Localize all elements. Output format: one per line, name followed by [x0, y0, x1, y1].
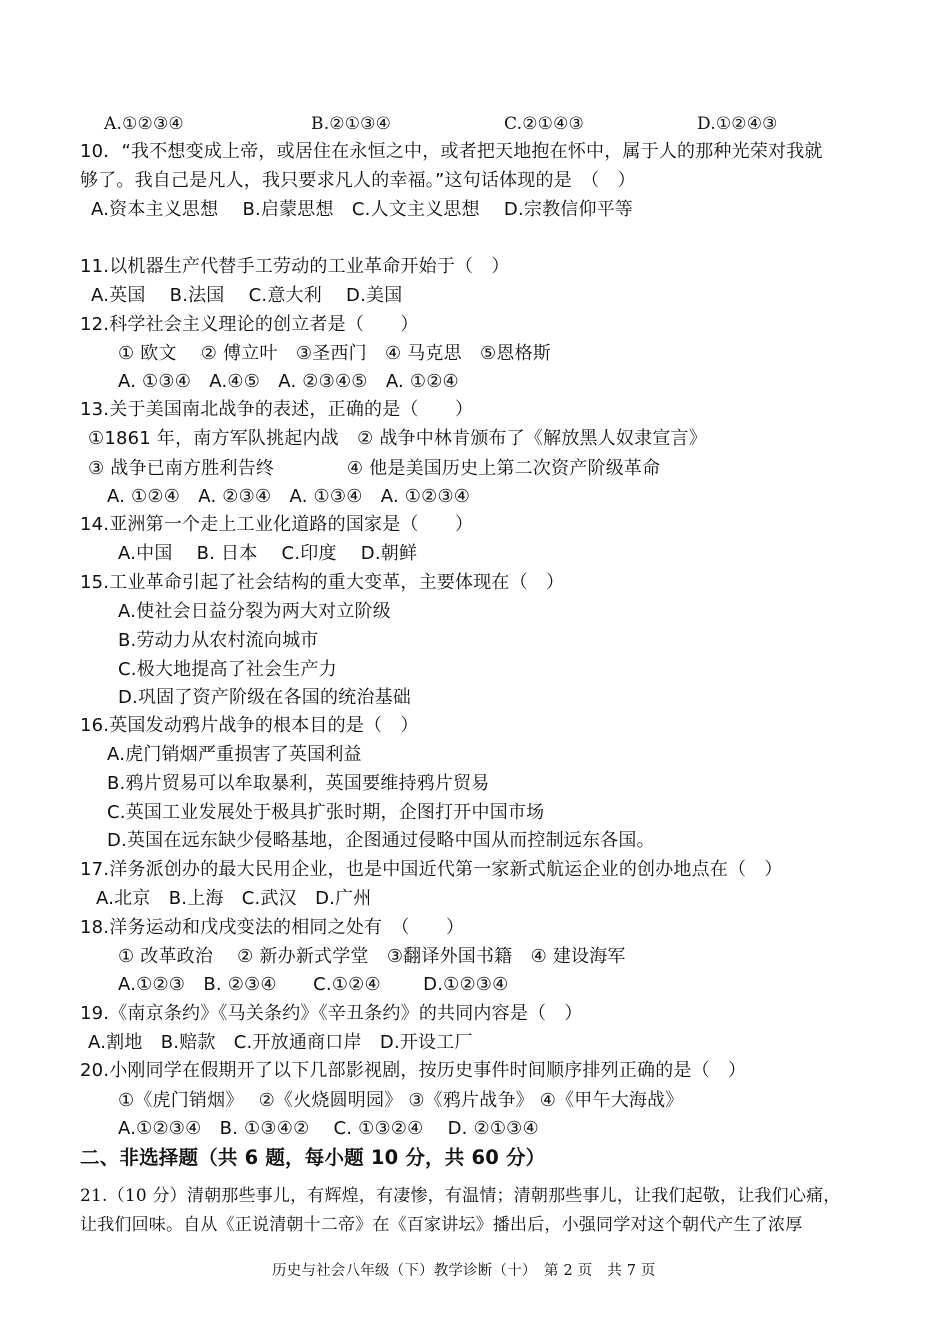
q16-option-c: C.英国工业发展处于极具扩张时期，企图打开中国市场	[107, 802, 545, 823]
q18-stem: 18.洋务运动和戊戌变法的相同之处有 （ ）	[80, 917, 465, 938]
q13-items-line1: ①1861 年，南方军队挑起内战 ② 战争中林肯颁布了《解放黑人奴隶宣言》	[88, 428, 707, 449]
q20-items: ①《虎门销烟》 ②《火烧圆明园》 ③《鸦片战争》 ④《甲午大海战》	[118, 1090, 684, 1111]
q14-stem: 14.亚洲第一个走上工业化道路的国家是（ ）	[80, 514, 474, 535]
q16-stem: 16.英国发动鸦片战争的根本目的是（ ）	[80, 715, 419, 736]
q18-options: A.①②③ B. ②③④ C.①②④ D.①②③④	[118, 974, 509, 995]
q13-options: A. ①②④ A. ②③④ A. ①③④ A. ①②③④	[107, 486, 471, 507]
q11-options: A.英国 B.法国 C.意大利 D.美国	[91, 285, 403, 306]
q15-option-d: D.巩固了资产阶级在各国的统治基础	[118, 687, 411, 708]
q15-option-b: B.劳动力从农村流向城市	[118, 630, 319, 651]
q10-stem-line2: 够了。我自己是凡人，我只要求凡人的幸福。”这句话体现的是 （ ）	[80, 170, 636, 191]
q14-options: A.中国 B. 日本 C.印度 D.朝鲜	[118, 543, 418, 564]
q10-stem-line1: 10．“我不想变成上帝，或居住在永恒之中，或者把天地抱在怀中，属于人的那种光荣对我就	[80, 141, 823, 162]
q15-stem: 15.工业革命引起了社会结构的重大变革，主要体现在（ ）	[80, 572, 565, 593]
q12-items: ① 欧文 ② 傅立叶 ③圣西门 ④ 马克思 ⑤恩格斯	[118, 343, 551, 364]
page-footer: 历史与社会八年级（下）教学诊断（十） 第 2 页 共 7 页	[272, 1263, 656, 1279]
q13-items-line2: ③ 战争已南方胜利告终 ④ 他是美国历史上第二次资产阶级革命	[88, 458, 661, 479]
q15-option-c: C.极大地提高了社会生产力	[118, 659, 337, 680]
q15-option-a: A.使社会日益分裂为两大对立阶级	[118, 601, 391, 622]
q20-stem: 20.小刚同学在假期开了以下几部影视剧，按历史事件时间顺序排列正确的是（ ）	[80, 1060, 747, 1081]
q16-option-b: B.鸦片贸易可以牟取暴利，英国要维持鸦片贸易	[107, 773, 490, 794]
q17-stem: 17.洋务派创办的最大民用企业，也是中国近代第一家新式航运企业的创办地点在（ ）	[80, 859, 783, 880]
q16-option-d: D.英国在远东缺少侵略基地，企图通过侵略中国从而控制远东各国。	[107, 830, 655, 851]
q21-line2: 让我们回味。自从《正说清朝十二帝》在《百家讲坛》播出后，小强同学对这个朝代产生了浓厚	[80, 1215, 803, 1235]
q11-stem: 11.以机器生产代替手工劳动的工业革命开始于（ ）	[80, 256, 510, 277]
q10-options: A.资本主义思想 B.启蒙思想 C.人文主义思想 D.宗教信仰平等	[91, 199, 634, 220]
q9-option-a: A.①②③④	[104, 114, 184, 134]
q16-option-a: A.虎门销烟严重损害了英国利益	[107, 744, 362, 765]
q9-option-d: D.①②④③	[697, 114, 778, 134]
section2-heading: 二、非选择题（共 6 题，每小题 10 分，共 60 分）	[80, 1146, 546, 1169]
q9-option-c: C.②①④③	[504, 114, 584, 134]
q13-stem: 13.关于美国南北战争的表述，正确的是（ ）	[80, 399, 474, 420]
q19-stem: 19.《南京条约》《马关条约》《辛丑条约》的共同内容是（ ）	[80, 1003, 583, 1024]
q19-options: A.割地 B.赔款 C.开放通商口岸 D.开设工厂	[88, 1032, 473, 1053]
q12-options: A. ①③④ A.④⑤ A. ②③④⑤ A. ①②④	[118, 371, 459, 392]
q12-stem: 12.科学社会主义理论的创立者是（ ）	[80, 314, 419, 335]
q9-option-b: B.②①③④	[311, 114, 392, 134]
q18-items: ① 改革政治 ② 新办新式学堂 ③翻译外国书籍 ④ 建设海军	[118, 946, 626, 967]
q17-options: A.北京 B.上海 C.武汉 D.广州	[96, 888, 372, 909]
q20-options: A.①②③④ B. ①③④② C. ①③②④ D. ②①③④	[118, 1118, 539, 1139]
q21-line1: 21.（10 分）清朝那些事儿，有辉煌，有凄惨，有温情；清朝那些事儿，让我们起敬，让我们心痛，	[80, 1186, 841, 1206]
